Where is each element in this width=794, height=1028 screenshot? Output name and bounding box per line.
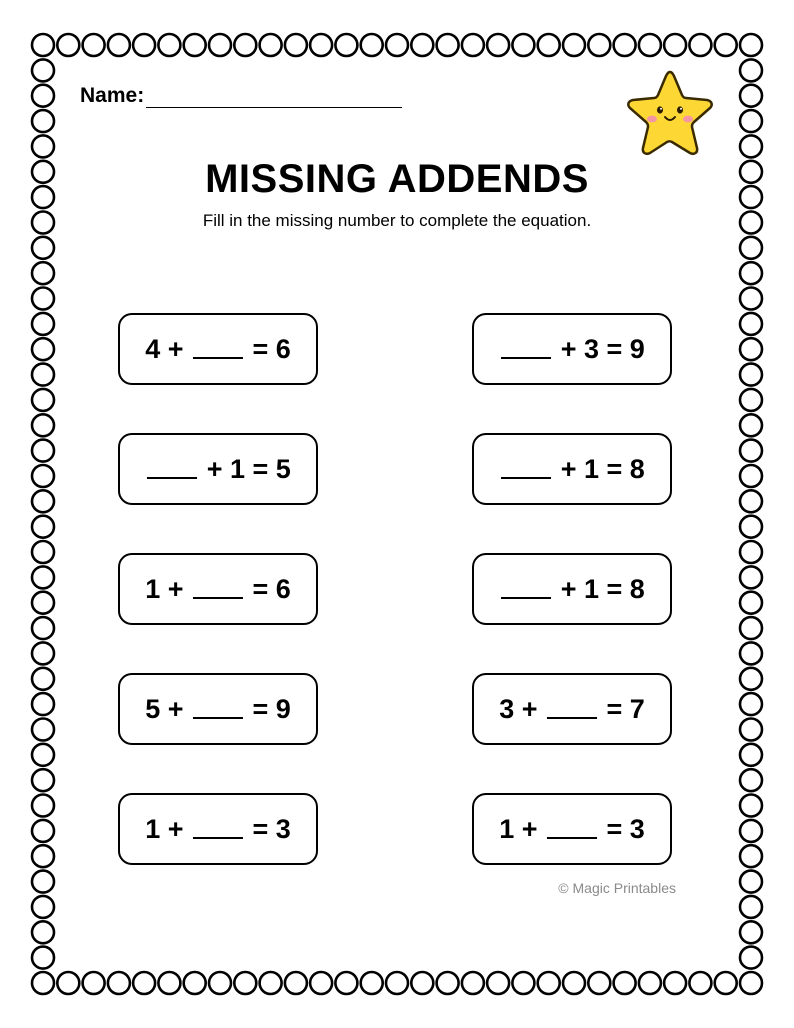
border-circle	[32, 566, 54, 588]
border-circle	[32, 972, 54, 994]
border-circle	[538, 34, 560, 56]
border-circle	[32, 921, 54, 943]
border-circle	[386, 972, 408, 994]
border-circle	[740, 769, 762, 791]
border-circle	[740, 85, 762, 107]
border-circle	[32, 135, 54, 157]
border-circle	[133, 972, 155, 994]
border-circle	[285, 34, 307, 56]
answer-blank[interactable]	[547, 817, 597, 839]
border-circle	[740, 921, 762, 943]
equation-after: = 6	[245, 573, 291, 604]
border-circle	[740, 642, 762, 664]
page-title: MISSING ADDENDS	[205, 157, 589, 201]
border-circle	[740, 693, 762, 715]
border-circle	[462, 34, 484, 56]
border-circle	[563, 34, 585, 56]
border-circle	[740, 972, 762, 994]
border-circle	[32, 465, 54, 487]
problem-box-left-2	[118, 433, 318, 505]
border-circle	[32, 744, 54, 766]
border-circle	[689, 34, 711, 56]
problem-box-right-4	[472, 673, 672, 745]
border-circle	[487, 972, 509, 994]
border-circle	[740, 516, 762, 538]
border-circle	[32, 769, 54, 791]
equation-before: 4 +	[145, 333, 191, 364]
border-circle	[32, 364, 54, 386]
border-circle	[32, 896, 54, 918]
border-circle	[32, 389, 54, 411]
problem-box-right-5	[472, 793, 672, 865]
border-circle	[740, 668, 762, 690]
equation-after: + 1 = 8	[553, 453, 645, 484]
equation-before: 1 +	[145, 813, 191, 844]
equation-after: = 3	[599, 813, 645, 844]
equation-before: 5 +	[145, 693, 191, 724]
border-circle	[740, 871, 762, 893]
border-circle	[386, 34, 408, 56]
equation-after: = 7	[599, 693, 645, 724]
border-circle	[32, 516, 54, 538]
problem-box-right-3	[472, 553, 672, 625]
border-circle	[108, 34, 130, 56]
border-circle	[588, 34, 610, 56]
border-circle	[32, 617, 54, 639]
border-circle	[335, 34, 357, 56]
border-circle	[740, 440, 762, 462]
border-circle	[184, 34, 206, 56]
border-circle	[740, 490, 762, 512]
border-circle	[260, 972, 282, 994]
border-circle	[32, 845, 54, 867]
border-circle	[411, 972, 433, 994]
border-circle	[32, 795, 54, 817]
border-circle	[32, 668, 54, 690]
border-circle	[32, 947, 54, 969]
border-circle	[32, 592, 54, 614]
border-circle	[361, 972, 383, 994]
border-circle	[740, 389, 762, 411]
problem-box-right-1	[472, 313, 672, 385]
border-circle	[740, 465, 762, 487]
border-circle	[639, 34, 661, 56]
border-circle	[108, 972, 130, 994]
border-circle	[740, 845, 762, 867]
border-circle	[32, 313, 54, 335]
border-circle	[512, 972, 534, 994]
border-circle	[740, 59, 762, 81]
border-circle	[32, 693, 54, 715]
border-circle	[740, 566, 762, 588]
border-circle	[32, 59, 54, 81]
border-circle	[57, 972, 79, 994]
smiling-star-icon	[624, 68, 716, 156]
problem-box-left-4	[118, 673, 318, 745]
border-circle	[32, 871, 54, 893]
border-circle	[664, 34, 686, 56]
border-circle	[32, 288, 54, 310]
border-circle	[32, 110, 54, 132]
border-circle	[32, 414, 54, 436]
border-circle	[32, 541, 54, 563]
border-circle	[83, 34, 105, 56]
border-circle	[57, 34, 79, 56]
border-circle	[310, 34, 332, 56]
answer-blank[interactable]	[501, 337, 551, 359]
border-circle	[588, 972, 610, 994]
border-circle	[411, 34, 433, 56]
answer-blank[interactable]	[501, 457, 551, 479]
answer-blank[interactable]	[193, 337, 243, 359]
border-circle	[32, 440, 54, 462]
border-circle	[740, 947, 762, 969]
answer-blank[interactable]	[147, 457, 197, 479]
border-circle	[32, 338, 54, 360]
problem-box-left-3	[118, 553, 318, 625]
border-circle	[715, 34, 737, 56]
border-circle	[133, 34, 155, 56]
border-circle	[538, 972, 560, 994]
border-circle	[32, 237, 54, 259]
answer-blank[interactable]	[547, 697, 597, 719]
border-circle	[740, 364, 762, 386]
border-circle	[285, 972, 307, 994]
border-circle	[437, 972, 459, 994]
border-circle	[740, 592, 762, 614]
equation-before: 1 +	[499, 813, 545, 844]
border-circle	[437, 34, 459, 56]
border-circle	[32, 262, 54, 284]
equation-after: + 1 = 8	[553, 573, 645, 604]
border-circle	[740, 414, 762, 436]
name-field-row	[80, 80, 402, 108]
border-circle	[614, 34, 636, 56]
border-circle	[32, 642, 54, 664]
border-circle	[740, 237, 762, 259]
border-circle	[361, 34, 383, 56]
answer-blank[interactable]	[193, 817, 243, 839]
border-circle	[260, 34, 282, 56]
border-circle	[234, 972, 256, 994]
answer-blank[interactable]	[501, 577, 551, 599]
border-circle	[740, 34, 762, 56]
equation-before: 1 +	[145, 573, 191, 604]
border-circle	[335, 972, 357, 994]
border-circle	[715, 972, 737, 994]
instructions-text: Fill in the missing number to complete the equation.	[202, 211, 592, 230]
equation-before: 3 +	[499, 693, 545, 724]
border-circle	[32, 85, 54, 107]
border-circle	[740, 719, 762, 741]
equation-after: + 1 = 5	[199, 453, 291, 484]
problem-box-right-2	[472, 433, 672, 505]
border-circle	[740, 262, 762, 284]
border-circle	[740, 744, 762, 766]
border-circle	[234, 34, 256, 56]
name-write-line[interactable]	[146, 85, 402, 108]
name-label: Name:	[80, 84, 145, 107]
border-circle	[740, 288, 762, 310]
copyright-text: © Magic Printables	[558, 880, 676, 896]
border-circle	[740, 896, 762, 918]
equation-after: = 6	[245, 333, 291, 364]
equation-after: = 3	[245, 813, 291, 844]
border-circle	[184, 972, 206, 994]
answer-blank[interactable]	[193, 577, 243, 599]
border-circle	[689, 972, 711, 994]
border-circle	[487, 34, 509, 56]
border-circle	[563, 972, 585, 994]
border-circle	[32, 34, 54, 56]
border-circle	[740, 617, 762, 639]
equation-after: + 3 = 9	[553, 333, 645, 364]
border-circle	[32, 719, 54, 741]
problem-box-left-1	[118, 313, 318, 385]
border-circle	[512, 34, 534, 56]
border-circle	[32, 820, 54, 842]
answer-blank[interactable]	[193, 697, 243, 719]
border-circle	[209, 34, 231, 56]
border-circle	[209, 972, 231, 994]
border-circle	[158, 972, 180, 994]
border-circle	[462, 972, 484, 994]
border-circle	[32, 490, 54, 512]
problem-box-left-5	[118, 793, 318, 865]
border-circle	[310, 972, 332, 994]
border-circle	[740, 135, 762, 157]
border-circle	[664, 972, 686, 994]
border-circle	[740, 541, 762, 563]
border-circle	[740, 795, 762, 817]
border-circle	[83, 972, 105, 994]
border-circle	[639, 972, 661, 994]
border-circle	[740, 110, 762, 132]
border-circle	[158, 34, 180, 56]
border-circle	[740, 338, 762, 360]
border-circle	[614, 972, 636, 994]
equation-after: = 9	[245, 693, 291, 724]
border-circle	[740, 313, 762, 335]
border-circle	[740, 820, 762, 842]
